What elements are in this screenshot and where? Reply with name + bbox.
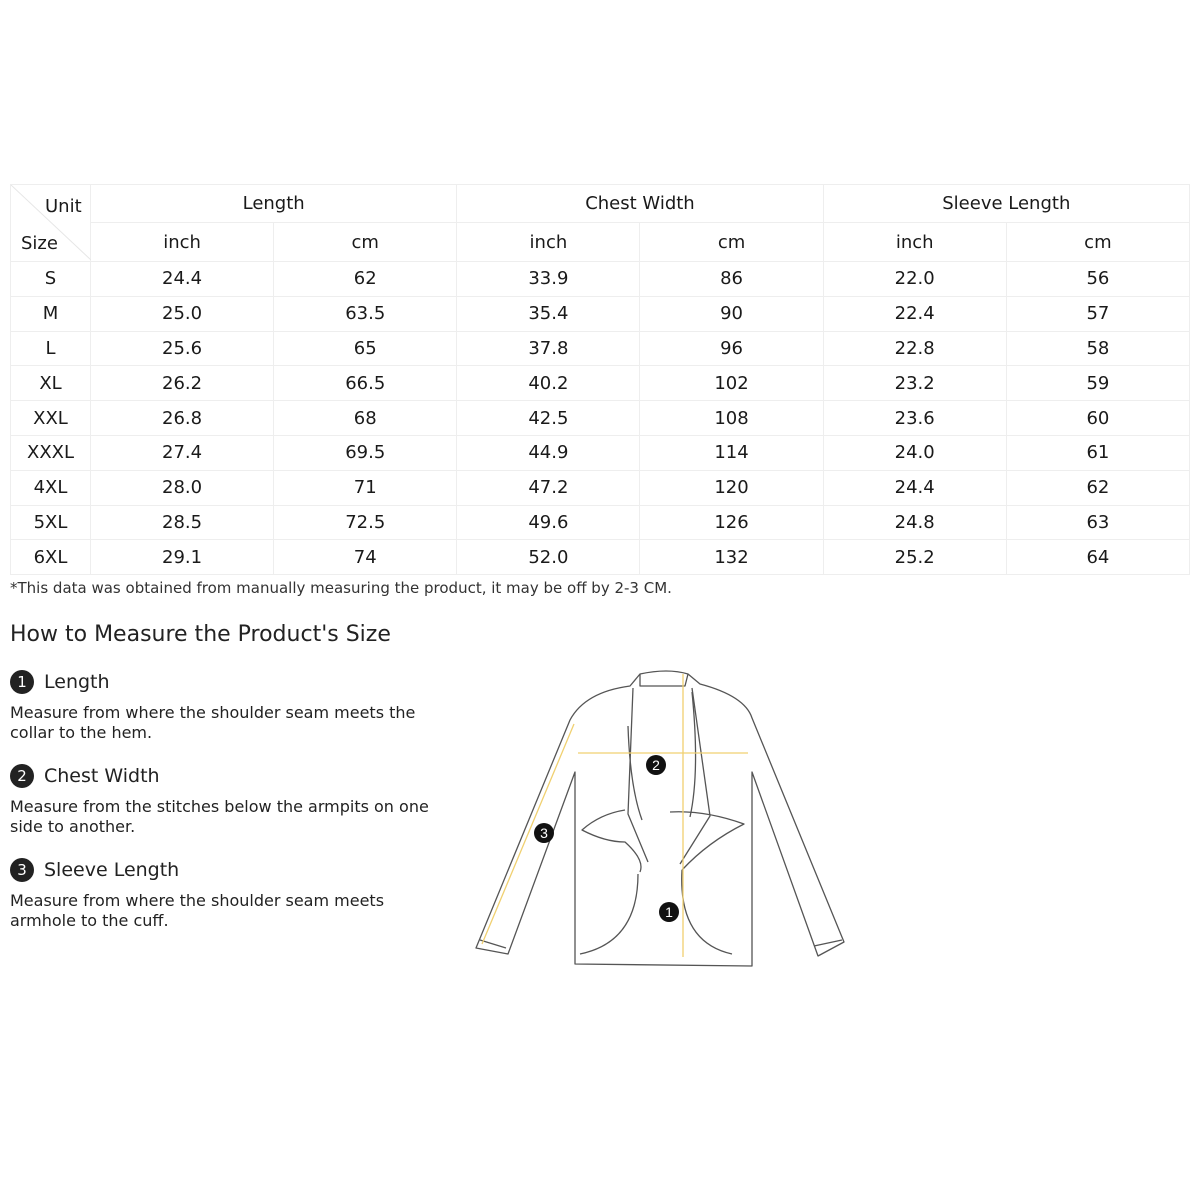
- cell-chest-inch: 44.9: [457, 435, 640, 470]
- marker-1: [659, 902, 679, 922]
- cell-sleeve-cm: 61: [1006, 435, 1189, 470]
- marker-3-label: 3: [540, 825, 548, 841]
- cell-size: 4XL: [11, 470, 91, 505]
- garment-outline: [476, 671, 844, 966]
- table-row: [11, 470, 1190, 505]
- unit-header-row: [11, 223, 1190, 262]
- size-chart-table: [10, 184, 1190, 575]
- cell-length-cm: 63.5: [274, 296, 457, 331]
- cell-length-cm: 66.5: [274, 366, 457, 401]
- cell-sleeve-inch: 24.4: [823, 470, 1006, 505]
- group-header-row: [11, 185, 1190, 223]
- step-desc-chest-width: Measure from the stitches below the armpits on one side to another.: [10, 797, 429, 836]
- table-row: [11, 366, 1190, 401]
- cell-length-inch: 28.0: [91, 470, 274, 505]
- cell-sleeve-inch: 23.6: [823, 401, 1006, 436]
- cell-size: 5XL: [11, 505, 91, 540]
- cell-chest-inch: 49.6: [457, 505, 640, 540]
- unit-chest-inch: inch: [457, 223, 640, 262]
- cell-size: XL: [11, 366, 91, 401]
- cell-length-inch: 26.2: [91, 366, 274, 401]
- cell-size: L: [11, 331, 91, 366]
- cell-chest-cm: 114: [640, 435, 823, 470]
- cell-length-cm: 72.5: [274, 505, 457, 540]
- cell-sleeve-cm: 58: [1006, 331, 1189, 366]
- cell-length-inch: 26.8: [91, 401, 274, 436]
- cell-size: XXXL: [11, 435, 91, 470]
- cell-length-inch: 24.4: [91, 262, 274, 297]
- cell-sleeve-cm: 57: [1006, 296, 1189, 331]
- marker-3: [534, 823, 554, 843]
- cell-sleeve-cm: 60: [1006, 401, 1189, 436]
- unit-sleeve-cm: cm: [1006, 223, 1189, 262]
- cell-chest-cm: 96: [640, 331, 823, 366]
- cell-chest-cm: 132: [640, 540, 823, 575]
- cell-sleeve-cm: 64: [1006, 540, 1189, 575]
- cell-length-inch: 25.6: [91, 331, 274, 366]
- unit-length-cm: cm: [274, 223, 457, 262]
- step-number-3: 3: [10, 858, 34, 882]
- marker-2-label: 2: [652, 757, 660, 773]
- table-row: [11, 262, 1190, 297]
- cell-sleeve-inch: 25.2: [823, 540, 1006, 575]
- size-rows: [11, 262, 1190, 575]
- step-title-sleeve-length: Sleeve Length: [44, 859, 180, 881]
- table-row: [11, 401, 1190, 436]
- cell-sleeve-inch: 22.0: [823, 262, 1006, 297]
- marker-2: [646, 755, 666, 775]
- header-sleeve-length: Sleeve Length: [823, 185, 1189, 223]
- cell-length-inch: 25.0: [91, 296, 274, 331]
- step-chest-width: [10, 763, 430, 837]
- cell-size: S: [11, 262, 91, 297]
- cell-sleeve-inch: 23.2: [823, 366, 1006, 401]
- cell-length-cm: 65: [274, 331, 457, 366]
- cell-size: 6XL: [11, 540, 91, 575]
- step-desc-length: Measure from where the shoulder seam meets the collar to the hem.: [10, 703, 416, 742]
- step-title-length: Length: [44, 671, 110, 693]
- cell-length-cm: 62: [274, 262, 457, 297]
- cell-chest-inch: 52.0: [457, 540, 640, 575]
- cell-chest-cm: 86: [640, 262, 823, 297]
- how-to-measure-title: How to Measure the Product's Size: [10, 622, 391, 647]
- cell-chest-cm: 126: [640, 505, 823, 540]
- cell-chest-inch: 37.8: [457, 331, 640, 366]
- unit-chest-cm: cm: [640, 223, 823, 262]
- cell-size: XXL: [11, 401, 91, 436]
- table-row: [11, 540, 1190, 575]
- cell-sleeve-cm: 62: [1006, 470, 1189, 505]
- table-row: [11, 435, 1190, 470]
- cell-length-cm: 74: [274, 540, 457, 575]
- corner-cell: [11, 185, 91, 262]
- cell-length-inch: 29.1: [91, 540, 274, 575]
- cell-sleeve-cm: 56: [1006, 262, 1189, 297]
- step-length: [10, 669, 430, 743]
- cell-chest-cm: 90: [640, 296, 823, 331]
- header-chest-width: Chest Width: [457, 185, 823, 223]
- cell-length-cm: 69.5: [274, 435, 457, 470]
- marker-1-label: 1: [665, 904, 673, 920]
- step-title-chest-width: Chest Width: [44, 765, 160, 787]
- step-number-1: 1: [10, 670, 34, 694]
- sleeve-guide-line: [482, 724, 574, 944]
- cell-sleeve-inch: 24.0: [823, 435, 1006, 470]
- cell-chest-inch: 35.4: [457, 296, 640, 331]
- unit-length-inch: inch: [91, 223, 274, 262]
- cell-chest-inch: 33.9: [457, 262, 640, 297]
- unit-label: Unit: [45, 196, 82, 217]
- header-length: Length: [91, 185, 457, 223]
- step-number-2: 2: [10, 764, 34, 788]
- unit-sleeve-inch: inch: [823, 223, 1006, 262]
- cell-chest-cm: 102: [640, 366, 823, 401]
- cell-sleeve-inch: 24.8: [823, 505, 1006, 540]
- step-desc-sleeve-length: Measure from where the shoulder seam meets armhole to the cuff.: [10, 891, 385, 930]
- measurement-note: *This data was obtained from manually measuring the product, it may be off by 2-3 CM.: [10, 579, 672, 597]
- cell-chest-cm: 108: [640, 401, 823, 436]
- cell-chest-inch: 42.5: [457, 401, 640, 436]
- cell-length-cm: 71: [274, 470, 457, 505]
- cell-size: M: [11, 296, 91, 331]
- cell-chest-cm: 120: [640, 470, 823, 505]
- cell-chest-inch: 40.2: [457, 366, 640, 401]
- cell-sleeve-inch: 22.4: [823, 296, 1006, 331]
- table-row: [11, 296, 1190, 331]
- table-row: [11, 505, 1190, 540]
- table-row: [11, 331, 1190, 366]
- cell-sleeve-cm: 59: [1006, 366, 1189, 401]
- cell-length-inch: 27.4: [91, 435, 274, 470]
- cell-length-inch: 28.5: [91, 505, 274, 540]
- cell-length-cm: 68: [274, 401, 457, 436]
- cardigan-diagram: [470, 662, 850, 968]
- size-label: Size: [21, 233, 58, 254]
- step-sleeve-length: [10, 857, 430, 931]
- cell-sleeve-cm: 63: [1006, 505, 1189, 540]
- cell-chest-inch: 47.2: [457, 470, 640, 505]
- cell-sleeve-inch: 22.8: [823, 331, 1006, 366]
